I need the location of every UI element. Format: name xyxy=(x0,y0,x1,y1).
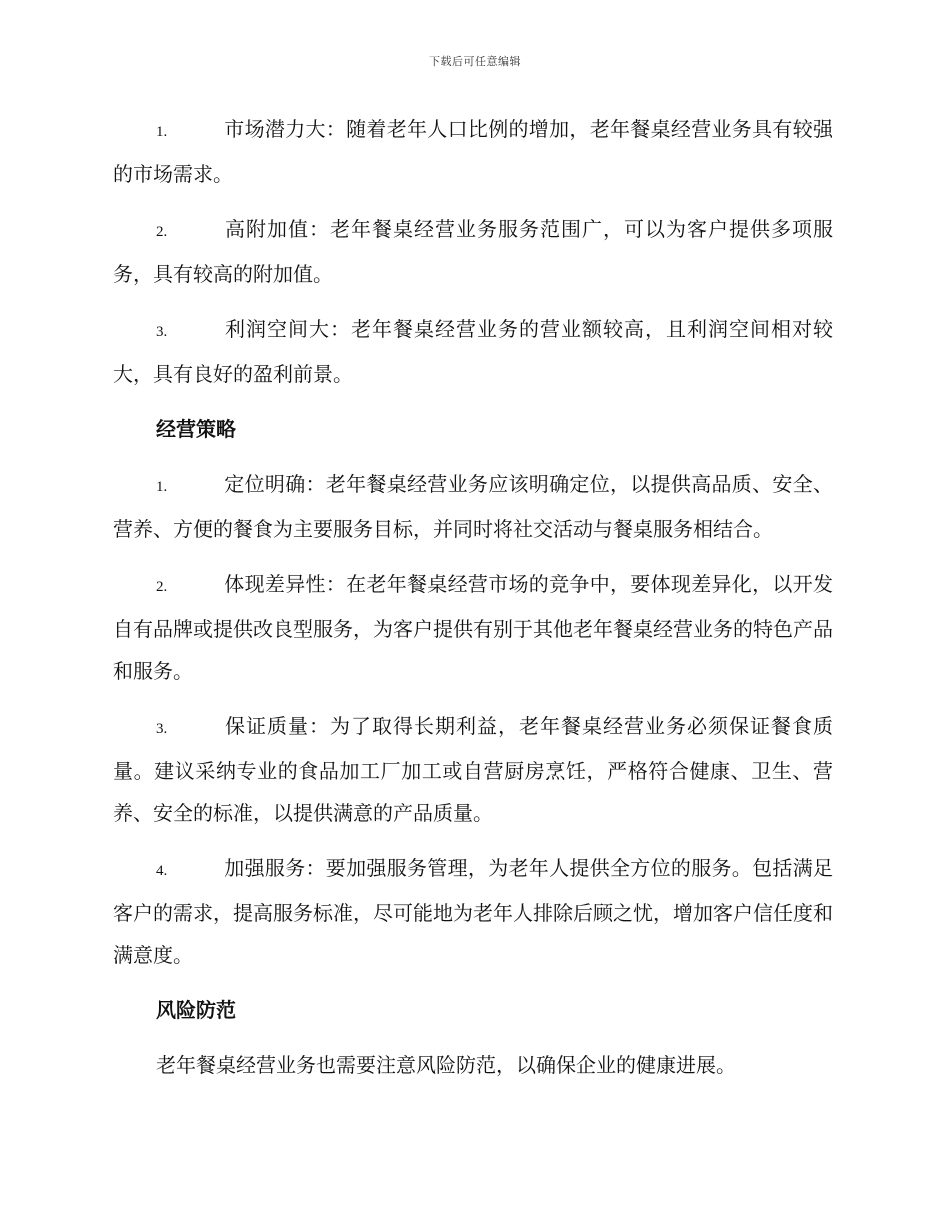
list-item xyxy=(113,705,833,834)
list-number: 2. xyxy=(156,579,168,595)
document-body xyxy=(113,108,833,1086)
list-number: 2. xyxy=(156,224,168,240)
list-number: 1. xyxy=(156,479,168,495)
list-text: 高附加值：老年餐桌经营业务服务范围广，可以为客户提供多项服务，具有较高的附加值。 xyxy=(113,217,833,286)
list-number: 3. xyxy=(156,324,168,340)
risk-paragraph: 老年餐桌经营业务也需要注意风险防范，以确保企业的健康进展。 xyxy=(156,1053,736,1077)
list-text: 保证质量：为了取得长期利益，老年餐桌经营业务必须保证餐食质量。建议采纳专业的食品加工厂加工或自营厨房烹饪，严格符合健康、卫生、营养、安全的标准，以提供满意的产品质量。 xyxy=(113,714,833,825)
list-item xyxy=(113,463,833,550)
list-item xyxy=(113,108,833,195)
list-number: 3. xyxy=(156,721,168,737)
list-item xyxy=(113,563,833,692)
list-item xyxy=(113,308,833,395)
section-heading-strategy: 经营策略 xyxy=(156,417,236,441)
page-header: 下载后可任意编辑 xyxy=(429,55,521,68)
list-text: 体现差异性：在老年餐桌经营市场的竞争中，要体现差异化，以开发自有品牌或提供改良型服务，为客户提供有别于其他老年餐桌经营业务的特色产品和服务。 xyxy=(113,572,833,683)
list-number: 1. xyxy=(156,124,168,140)
list-text: 加强服务：要加强服务管理，为老年人提供全方位的服务。包括满足客户的需求，提高服务标准，尽可能地为老年人排除后顾之忧，增加客户信任度和满意度。 xyxy=(113,856,833,967)
list-text: 市场潜力大：随着老年人口比例的增加，老年餐桌经营业务具有较强的市场需求。 xyxy=(113,117,833,186)
list-text: 定位明确：老年餐桌经营业务应该明确定位，以提供高品质、安全、营养、方便的餐食为主要服务目标，并同时将社交活动与餐桌服务相结合。 xyxy=(113,472,833,541)
list-item xyxy=(113,208,833,295)
list-item xyxy=(113,847,833,976)
list-number: 4. xyxy=(156,863,168,879)
section-heading-risk: 风险防范 xyxy=(156,998,236,1022)
list-text: 利润空间大：老年餐桌经营业务的营业额较高，且利润空间相对较大，具有良好的盈利前景。 xyxy=(113,317,833,386)
